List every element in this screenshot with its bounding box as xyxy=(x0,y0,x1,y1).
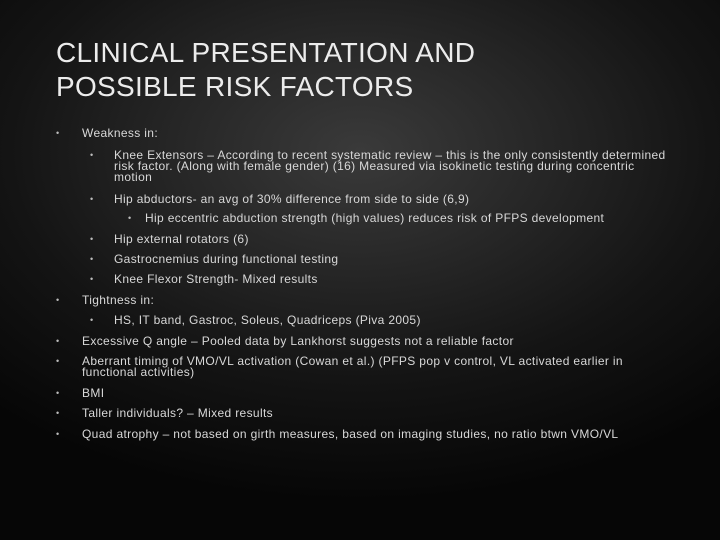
bullet-icon: • xyxy=(90,254,94,264)
list-item-text: Tightness in: xyxy=(82,293,155,307)
bullet-icon: • xyxy=(90,194,94,204)
list-item-text: Hip abductors- an avg of 30% difference from side to side (6,9) xyxy=(114,192,470,206)
bullet-icon: • xyxy=(56,356,60,366)
list-item-text: Hip eccentric abduction strength (high values) reduces risk of PFPS development xyxy=(145,211,605,225)
list-item-text: Weakness in: xyxy=(82,126,159,140)
title-line-1: CLINICAL PRESENTATION AND xyxy=(56,37,476,68)
list-item xyxy=(56,293,682,307)
bullet-icon: • xyxy=(128,213,132,223)
list-item xyxy=(56,334,682,348)
list-item-text: Excessive Q angle – Pooled data by Lankhorst suggests not a reliable factor xyxy=(82,334,514,348)
list-item xyxy=(90,272,670,286)
bullet-icon: • xyxy=(90,274,94,284)
list-item-text: Gastrocnemius during functional testing xyxy=(114,252,339,266)
list-item-text: Knee Extensors – According to recent systematic review – this is the only consistently determined risk factor. (Along with female gender) (16) Measured via isokinetic testing during concentric motion xyxy=(114,148,666,184)
list-item-text: Knee Flexor Strength- Mixed results xyxy=(114,272,318,286)
list-item-text: BMI xyxy=(82,386,105,400)
list-item xyxy=(90,232,670,246)
list-item xyxy=(56,126,682,140)
bullet-icon: • xyxy=(56,295,60,305)
bullet-icon: • xyxy=(56,429,60,439)
list-item xyxy=(56,354,658,379)
list-item-text: Taller individuals? – Mixed results xyxy=(82,406,273,420)
bullet-icon: • xyxy=(90,150,94,160)
bullet-icon: • xyxy=(90,234,94,244)
list-item xyxy=(56,386,682,400)
list-item-text: Quad atrophy – not based on girth measures, based on imaging studies, no ratio btwn VMO/VL xyxy=(82,427,619,441)
list-item xyxy=(56,427,702,441)
bullet-icon: • xyxy=(56,388,60,398)
slide-title xyxy=(56,36,696,104)
list-item xyxy=(90,192,670,206)
bullet-icon: • xyxy=(56,408,60,418)
list-item-text: HS, IT band, Gastroc, Soleus, Quadriceps (Piva 2005) xyxy=(114,313,421,327)
list-item-text: Aberrant timing of VMO/VL activation (Cowan et al.) (PFPS pop v control, VL activated earlier in functional activities) xyxy=(82,354,623,379)
list-item xyxy=(128,211,665,225)
bullet-icon: • xyxy=(56,128,60,138)
list-item xyxy=(90,148,670,184)
bullet-icon: • xyxy=(90,315,94,325)
list-item-text: Hip external rotators (6) xyxy=(114,232,249,246)
title-line-2: POSSIBLE RISK FACTORS xyxy=(56,71,414,102)
list-item xyxy=(90,313,670,327)
list-item xyxy=(56,406,682,420)
bullet-icon: • xyxy=(56,336,60,346)
list-item xyxy=(90,252,670,266)
